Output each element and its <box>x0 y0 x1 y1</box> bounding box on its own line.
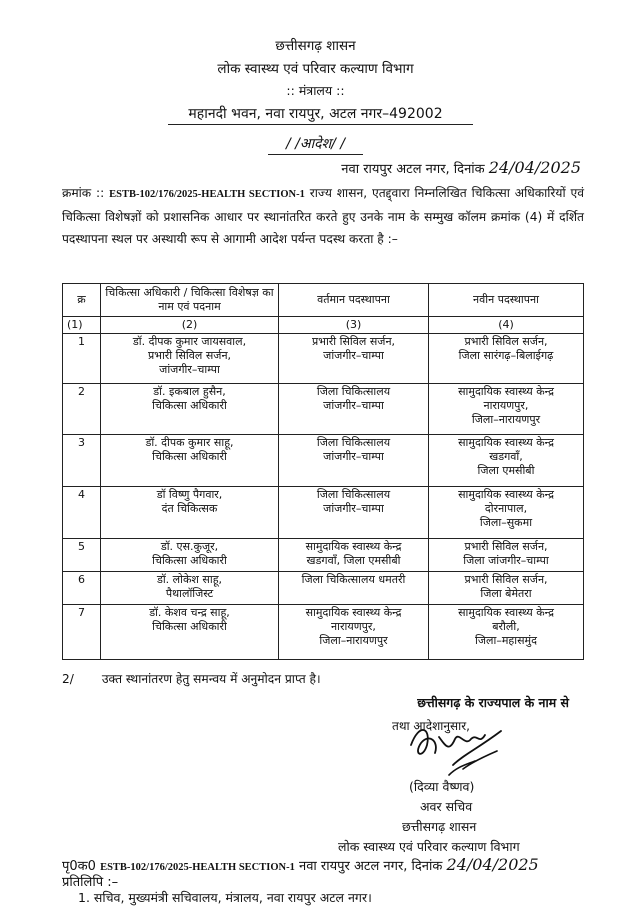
row-current-posting: जिला चिकित्सालय जांजगीर–चाम्पा <box>279 487 429 539</box>
order-body-paragraph <box>62 182 584 250</box>
header-new-posting: नवीन पदस्थापना <box>429 284 584 317</box>
order-number-label: क्रमांक :: <box>62 186 105 200</box>
copy-recipient-1: 1. सचिव, मुख्यमंत्री सचिवालय, मंत्रालय, नवा रायपुर अटल नगर। <box>78 890 372 905</box>
row-officer: डॉ. दीपक कुमार साहू, चिकित्सा अधिकारी <box>101 435 279 487</box>
row-sno: 7 <box>63 605 101 660</box>
note-number: 2/ <box>62 672 74 686</box>
row-officer: डॉ. एस.कुजूर, चिकित्सा अधिकारी <box>101 539 279 572</box>
signatory-name: (दिव्या वैष्णव) <box>409 779 475 794</box>
order-title-underline <box>268 154 363 155</box>
colnum-1: (1) <box>63 317 101 334</box>
order-title: / /आदेश/ / <box>285 136 346 152</box>
endorsement-line <box>62 855 622 874</box>
transfer-table <box>62 283 584 660</box>
table-row <box>63 435 584 487</box>
row-new-posting: प्रभारी सिविल सर्जन, जिला जांजगीर–चाम्पा <box>429 539 584 572</box>
colnum-3: (3) <box>279 317 429 334</box>
govt-title: छत्तीसगढ़ शासन <box>275 38 356 54</box>
row-new-posting: सामुदायिक स्वास्थ्य केन्द्र दोरनापाल, जिला–सुकमा <box>429 487 584 539</box>
table-header-row <box>63 284 584 317</box>
endorsement-label: पृ0क0 <box>62 859 96 874</box>
order-body-text: राज्य शासन, एतद्द्वारा निम्नलिखित चिकित्सा अधिकारियों एवं चिकित्सा विशेषज्ञों को प्रशासनिक आधार पर स्थानांतरित करते हुए उनके नाम के सम्मुख कॉलम क्रमांक (4) में दर्शित पदस्थापना स्थल पर अस्थायी रूप से आगामी आदेश पर्यन्त पदस्थ करता है :– <box>62 186 584 246</box>
approval-note <box>62 670 321 687</box>
row-officer: डॉ. इकबाल हुसैन, चिकित्सा अधिकारी <box>101 384 279 435</box>
handwritten-signature <box>405 715 515 780</box>
table-row <box>63 384 584 435</box>
signatory-designation: अवर सचिव <box>420 799 473 814</box>
row-new-posting: प्रभारी सिविल सर्जन, जिला सारंगढ़–बिलाईगढ़ <box>429 334 584 384</box>
row-new-posting: सामुदायिक स्वास्थ्य केन्द्र खडगवाँ, जिला एमसीबी <box>429 435 584 487</box>
governor-authority-line: छत्तीसगढ़ के राज्यपाल के नाम से <box>417 695 569 710</box>
row-sno: 6 <box>63 572 101 605</box>
table-row <box>63 487 584 539</box>
endorsement-place-date: नवा रायपुर अटल नगर, दिनांक <box>298 859 443 874</box>
row-sno: 5 <box>63 539 101 572</box>
row-sno: 4 <box>63 487 101 539</box>
colnum-4: (4) <box>429 317 584 334</box>
table-row <box>63 605 584 660</box>
table-row <box>63 572 584 605</box>
row-current-posting: सामुदायिक स्वास्थ्य केन्द्र नारायणपुर, जिला–नारायणपुर <box>279 605 429 660</box>
endorsement-ref-number: ESTB-102/176/2025-HEALTH SECTION-1 <box>100 862 295 873</box>
order-date-line <box>341 158 581 177</box>
by-order-line: तथा आदेशानुसार, <box>392 719 470 733</box>
order-date-handwritten: 24/04/2025 <box>488 158 581 177</box>
table-colnum-row <box>63 317 584 334</box>
order-place-date-prefix: नवा रायपुर अटल नगर, दिनांक <box>341 162 485 177</box>
address-line: महानदी भवन, नवा रायपुर, अटल नगर–492002 <box>188 106 443 122</box>
row-sno: 2 <box>63 384 101 435</box>
header-current-posting: वर्तमान पदस्थापना <box>279 284 429 317</box>
note-text: उक्त स्थानांतरण हेतु समन्वय में अनुमोदन प्राप्त है। <box>101 672 321 686</box>
ministry-label: :: मंत्रालय :: <box>286 83 345 98</box>
table-row <box>63 334 584 384</box>
table-row <box>63 539 584 572</box>
copy-to-label: प्रतिलिपि :– <box>62 875 119 890</box>
row-sno: 3 <box>63 435 101 487</box>
header-officer-name: चिकित्सा अधिकारी / चिकित्सा विशेषज्ञ का नाम एवं पदनाम <box>101 284 279 317</box>
address-underline <box>168 124 473 125</box>
row-current-posting: जिला चिकित्सालय जांजगीर–चाम्पा <box>279 384 429 435</box>
row-sno: 1 <box>63 334 101 384</box>
header-sno: क्र <box>63 284 101 317</box>
row-officer: डॉ विष्णु पैगवार, दंत चिकित्सक <box>101 487 279 539</box>
row-current-posting: सामुदायिक स्वास्थ्य केन्द्र खडगवाँ, जिला एमसीबी <box>279 539 429 572</box>
signatory-government: छत्तीसगढ़ शासन <box>402 819 477 834</box>
row-current-posting: जिला चिकित्सालय जांजगीर–चाम्पा <box>279 435 429 487</box>
row-current-posting: प्रभारी सिविल सर्जन, जांजगीर–चाम्पा <box>279 334 429 384</box>
order-number: ESTB-102/176/2025-HEALTH SECTION-1 <box>109 189 305 200</box>
signatory-department: लोक स्वास्थ्य एवं परिवार कल्याण विभाग <box>338 839 520 854</box>
department-title: लोक स्वास्थ्य एवं परिवार कल्याण विभाग <box>217 61 414 77</box>
row-new-posting: सामुदायिक स्वास्थ्य केन्द्र बरौली, जिला–महासमुंद <box>429 605 584 660</box>
row-new-posting: सामुदायिक स्वास्थ्य केन्द्र नारायणपुर, जिला–नारायणपुर <box>429 384 584 435</box>
endorsement-date-handwritten: 24/04/2025 <box>446 855 539 874</box>
row-officer: डॉ. लोकेश साहू, पैथालॉजिस्ट <box>101 572 279 605</box>
row-new-posting: प्रभारी सिविल सर्जन, जिला बेमेतरा <box>429 572 584 605</box>
row-officer: डॉ. दीपक कुमार जायसवाल, प्रभारी सिविल सर्जन, जांजगीर–चाम्पा <box>101 334 279 384</box>
colnum-2: (2) <box>101 317 279 334</box>
row-officer: डॉ. केशव चन्द्र साहू, चिकित्सा अधिकारी <box>101 605 279 660</box>
row-current-posting: जिला चिकित्सालय धमतरी <box>279 572 429 605</box>
